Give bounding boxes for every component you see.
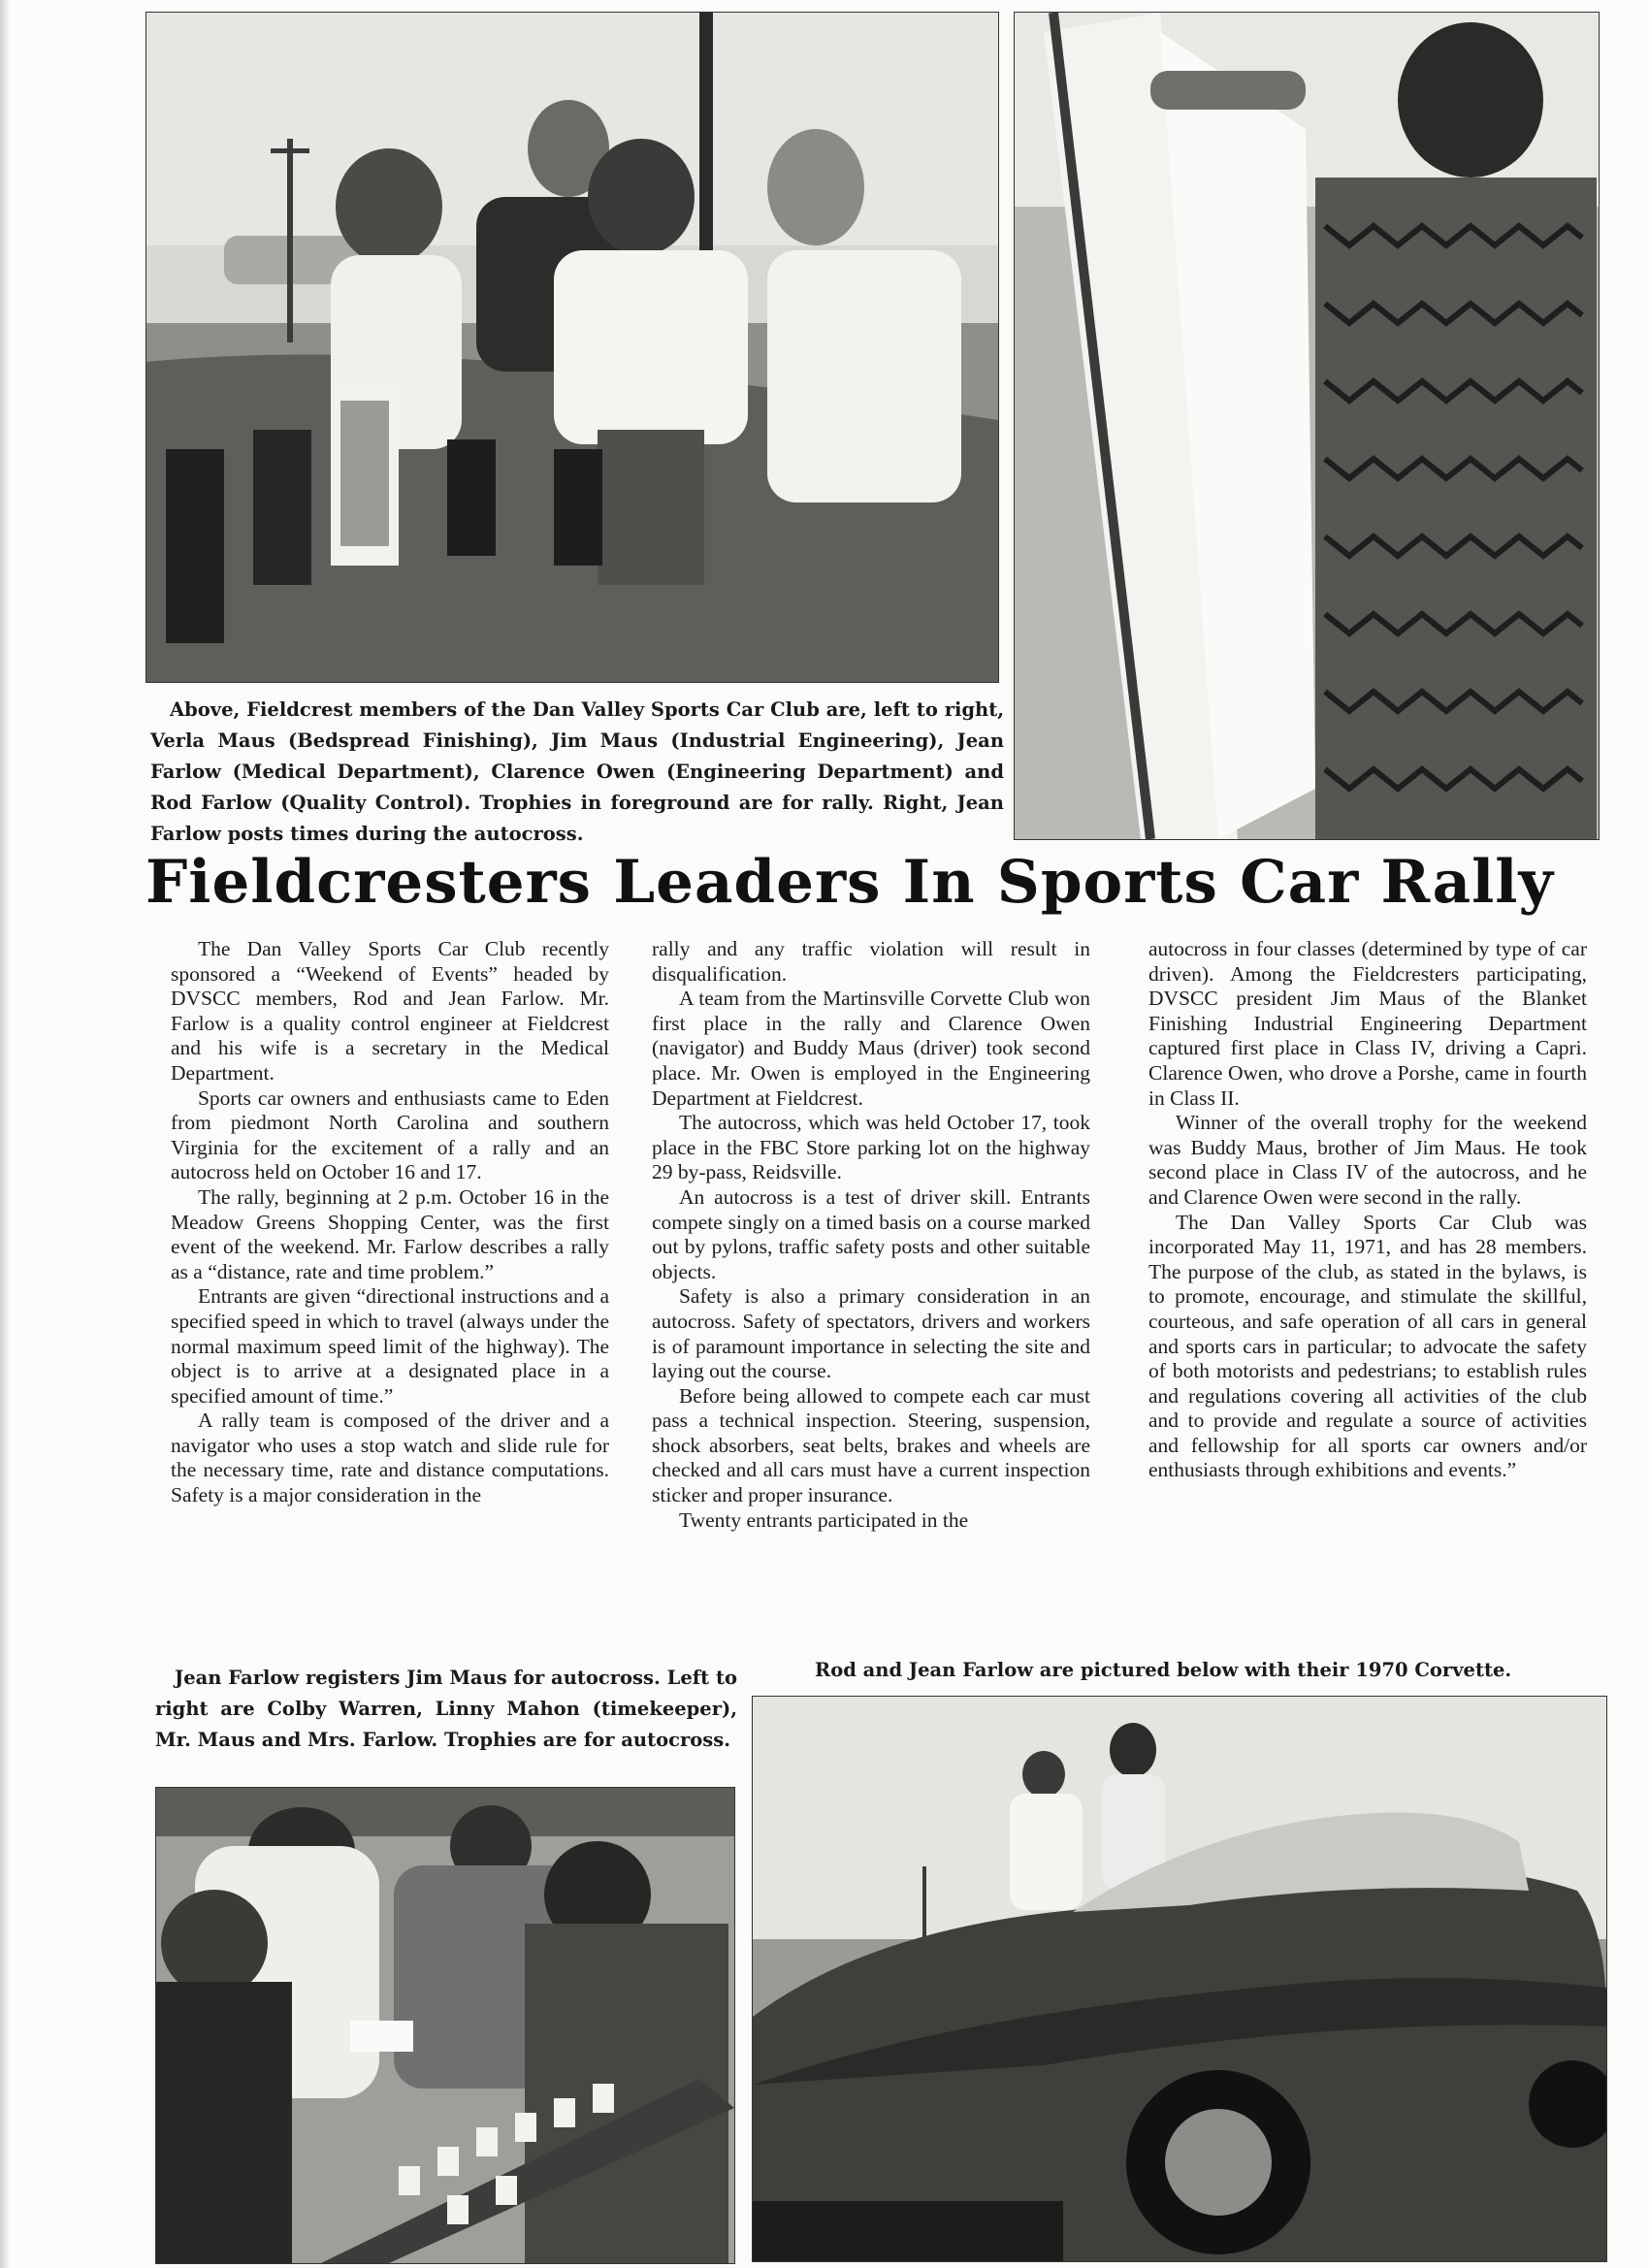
article-paragraph: rally and any traffic violation will result in disqualification. [652,937,1090,986]
article-paragraph: The autocross, which was held October 17, took place in the FBC Store parking lot on the highway 29 by-pass, Reidsville. [652,1111,1090,1184]
article-column-2 [652,937,1090,1533]
article-paragraph: Entrants are given “directional instructions and a specified speed in which to travel (always under the normal maximum speed limit of the highway). The object is to arrive at a designated place in a specified amount of time.” [171,1284,609,1408]
photo-club-members-with-trophies [146,12,999,683]
photo-farlows-with-corvette [752,1696,1607,2262]
article-paragraph: The rally, beginning at 2 p.m. October 16 in the Meadow Greens Shopping Center, was the first event of the weekend. Mr. Farlow describes a rally as a “distance, rate and time problem.” [171,1184,609,1283]
photo-jean-farlow-posting-times [1014,12,1600,840]
article-paragraph: Twenty entrants participated in the [678,1507,969,1532]
caption-bottom-left-photo: Jean Farlow registers Jim Maus for autocross. Left to right are Colby Warren, Linny Mahon (timekeeper), Mr. Maus and Mrs. Farlow. Trophies are for autocross. [155,1667,737,1751]
caption-top-photos: Above, Fieldcrest members of the Dan Valley Sports Car Club are, left to right, Verla Maus (Bedspread Finishing), Jim Maus (Industrial Engineering), Jean Farlow (Medical Department), Clarence Owen (Engineering Department) and Rod Farlow (Quality Control). Trophies in foreground are for rally. Right, Jean Farlow posts times during the autocross. [150,698,1004,845]
article-column-1 [171,937,609,1508]
article-paragraph: Safety is also a primary consideration in an autocross. Safety of spectators, drivers and workers is of paramount importance in selecting the site and laying out the course. [652,1284,1090,1383]
article-paragraph: An autocross is a test of driver skill. Entrants compete singly on a timed basis on a course marked out by pylons, traffic safety posts and other suitable objects. [652,1184,1090,1283]
article-paragraph: The Dan Valley Sports Car Club was incorporated May 11, 1971, and has 28 members. The purpose of the club, as stated in the bylaws, is to promote, encourage, and stimulate the skillful, courteous, and safe operation of all cars in general and sports cars in particular; to advocate the safety of both motorists and pedestrians; to establish rules and regulations covering all activities of the club and to provide and regulate a source of activities and fellowship for all sports car owners and/or enthusiasts through exhibitions and events.” [1148,1210,1587,1482]
article-column-3 [1148,937,1587,1483]
article-headline: Fieldcresters Leaders In Sports Car Rally [146,848,1554,917]
article-paragraph: Winner of the overall trophy for the weekend was Buddy Maus, brother of Jim Maus. He took second place in Class IV of the autocross, and he and Clarence Owen were second in the rally. [1148,1111,1587,1209]
page-scan-edge [0,0,10,2268]
article-paragraph: A team from the Martinsville Corvette Club won first place in the rally and Clarence Owen (navigator) and Buddy Maus (driver) took second place. Mr. Owen is employed in the Engineering Department at Fieldcrest. [652,987,1090,1110]
caption-bottom-right-photo: Rod and Jean Farlow are pictured below with their 1970 Corvette. [815,1659,1512,1681]
article-paragraph: Sports car owners and enthusiasts came to Eden from piedmont North Carolina and southern Virginia for the excitement of a rally and an autocross held on October 16 and 17. [171,1085,609,1184]
article-paragraph: autocross in four classes (determined by type of car driven). Among the Fieldcresters participating, DVSCC president Jim Maus of the Blanket Finishing Industrial Engineering Department captured first place in Class IV, driving a Capri. Clarence Owen, who drove a Porshe, came in fourth in Class II. [1148,937,1587,1110]
article-paragraph: A rally team is composed of the driver and a navigator who uses a stop watch and slide rule for the necessary time, rate and distance computations. Safety is a major consideration in the [171,1409,609,1507]
article-paragraph: Before being allowed to compete each car must pass a technical inspection. Steering, suspension, shock absorbers, seat belts, brakes and wheels are checked and all cars must have a current inspection sticker and proper insurance. [652,1383,1090,1507]
photo-autocross-registration [155,1787,735,2264]
article-paragraph: The Dan Valley Sports Car Club recently sponsored a “Weekend of Events” headed by DVSCC members, Rod and Jean Farlow. Mr. Farlow is a quality control engineer at Fieldcrest and his wife is a secretary in the Medical Department. [171,937,609,1085]
